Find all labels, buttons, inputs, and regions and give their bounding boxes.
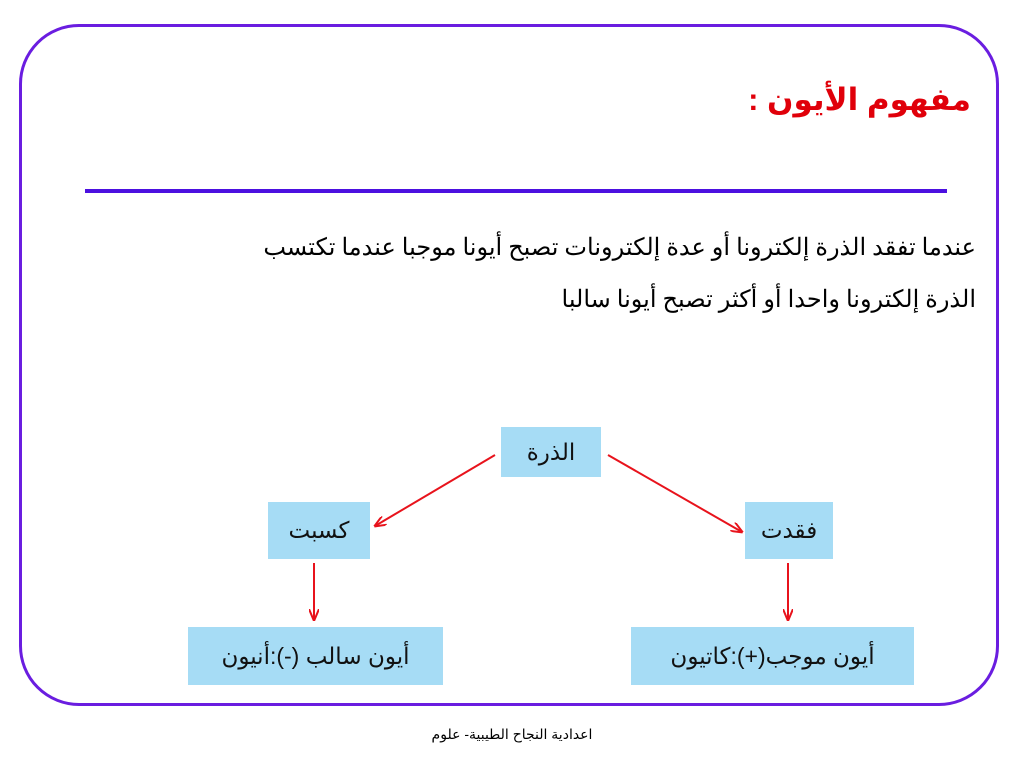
negative-ion-box: أيون سالب (-):أنيون <box>188 627 443 685</box>
lost-box: فقدت <box>745 502 833 559</box>
title-underline <box>85 189 947 193</box>
paragraph-line-1: عندما تفقد الذرة إلكترونا أو عدة إلكترونات تصبح أيونا موجبا عندما تكتسب <box>263 235 976 261</box>
gained-box: كسبت <box>268 502 370 559</box>
slide-frame <box>19 24 999 706</box>
positive-ion-box: أيون موجب(+):كاتيون <box>631 627 914 685</box>
footer-text: اعدادية النجاح الطيبية- علوم <box>431 726 593 742</box>
paragraph-line-2: الذرة إلكترونا واحدا أو أكثر تصبح أيونا سالبا <box>561 287 976 313</box>
atom-box: الذرة <box>501 427 601 477</box>
slide-title: مفهوم الأيون : <box>748 82 971 117</box>
